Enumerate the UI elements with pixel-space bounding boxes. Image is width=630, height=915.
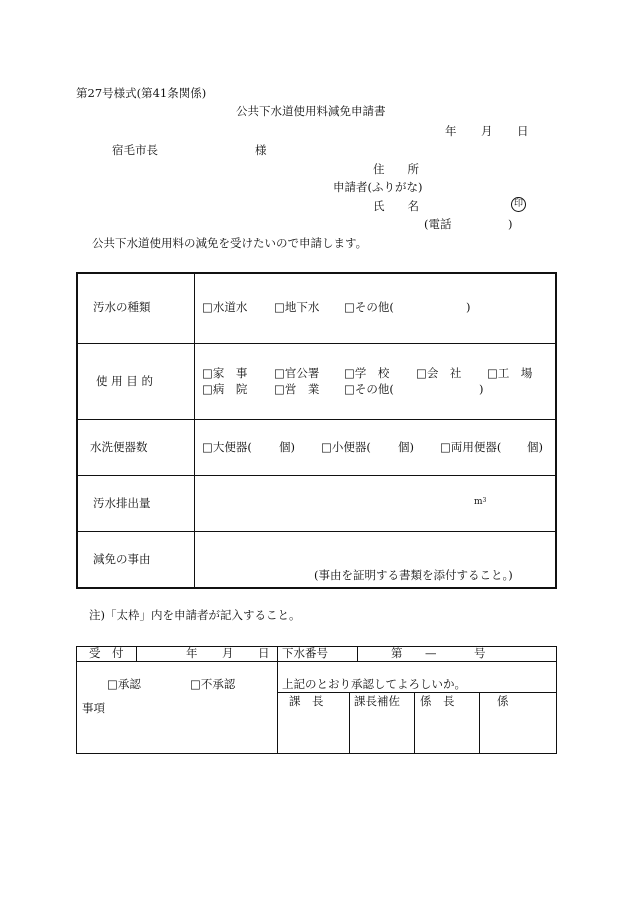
- checkbox-company[interactable]: □会 社: [416, 366, 462, 380]
- form-number: 第27号様式(第41条関係): [76, 86, 207, 100]
- western-toilet-unit: 個): [279, 440, 295, 454]
- role-assistant-chief: 課長補佐: [354, 694, 400, 708]
- other-purpose-close: ): [479, 382, 484, 396]
- main-table-divider: [194, 272, 195, 589]
- number-dash: —: [425, 646, 437, 660]
- row-divider: [76, 531, 557, 532]
- name-label: 氏 名: [373, 199, 419, 213]
- addressee: 宿毛市長: [112, 143, 158, 157]
- received-month: 月: [222, 646, 234, 660]
- number-suffix: 号: [474, 646, 486, 660]
- approval-col-divider: [349, 692, 350, 754]
- approval-row-divider: [76, 661, 557, 662]
- checkbox-business[interactable]: □営 業: [274, 382, 320, 396]
- checkbox-other-purpose[interactable]: □その他(: [344, 382, 394, 396]
- applicant-furigana-label: 申請者(ふりがな): [333, 180, 423, 194]
- checkbox-dual-toilet[interactable]: □両用便器(: [440, 440, 502, 454]
- row-divider: [76, 475, 557, 476]
- volume-unit: $m^3$: [474, 497, 487, 507]
- checkbox-urinal[interactable]: □小便器(: [321, 440, 371, 454]
- purpose-label: 使 用 目 的: [96, 374, 153, 388]
- main-table: [76, 272, 557, 589]
- dual-toilet-unit: 個): [527, 440, 543, 454]
- address-label: 住 所: [373, 162, 419, 176]
- matters-label: 事項: [82, 701, 105, 715]
- checkbox-government-office[interactable]: □官公署: [274, 366, 320, 380]
- checkbox-hospital[interactable]: □病 院: [202, 382, 248, 396]
- applicant-note: 注)「太枠」内を申請者が記入すること。: [89, 608, 301, 622]
- date-year-label: 年: [445, 124, 457, 138]
- received-label: 受 付: [89, 646, 124, 660]
- checkbox-western-toilet[interactable]: □大便器(: [202, 440, 252, 454]
- toilet-count-label: 水洗便器数: [90, 440, 148, 454]
- checkbox-school[interactable]: □学 校: [344, 366, 390, 380]
- approval-col-divider: [136, 646, 137, 661]
- phone-close: ): [508, 217, 513, 231]
- date-day-label: 日: [517, 124, 529, 138]
- intro-text: 公共下水道使用料の減免を受けたいので申請します。: [92, 236, 368, 250]
- received-day: 日: [258, 646, 270, 660]
- role-staff: 係: [497, 694, 509, 708]
- honorific: 様: [255, 143, 267, 157]
- other-water-close: ): [466, 300, 471, 314]
- checkbox-tap-water[interactable]: □水道水: [202, 300, 248, 314]
- approval-col-divider: [414, 692, 415, 754]
- role-subsection-chief: 係 長: [420, 694, 455, 708]
- seal-mark: 印: [511, 197, 526, 212]
- approval-col-divider: [357, 646, 358, 661]
- urinal-unit: 個): [398, 440, 414, 454]
- number-prefix: 第: [391, 646, 403, 660]
- reduction-reason-label: 減免の事由: [93, 552, 151, 566]
- sewer-number-label: 下水番号: [282, 646, 328, 660]
- approval-row-divider: [277, 692, 557, 693]
- received-year: 年: [186, 646, 198, 660]
- checkbox-other-water[interactable]: □その他(: [344, 300, 394, 314]
- form-title: 公共下水道使用料減免申請書: [236, 104, 386, 118]
- date-month-label: 月: [481, 124, 493, 138]
- checkbox-factory[interactable]: □工 場: [487, 366, 533, 380]
- checkbox-disapprove[interactable]: □不承認: [190, 677, 236, 691]
- row-divider: [76, 419, 557, 420]
- approval-col-divider: [479, 692, 480, 754]
- reduction-reason-note: (事由を証明する書類を添付すること。): [314, 568, 513, 582]
- role-section-chief: 課 長: [289, 694, 324, 708]
- approval-statement: 上記のとおり承認してよろしいか。: [282, 677, 466, 691]
- row-divider: [76, 343, 557, 344]
- discharge-volume-label: 汚水排出量: [93, 496, 151, 510]
- checkbox-household[interactable]: □家 事: [202, 366, 248, 380]
- phone-label: (電話: [424, 217, 452, 231]
- approval-col-divider: [277, 646, 278, 754]
- checkbox-groundwater[interactable]: □地下水: [274, 300, 320, 314]
- wastewater-type-label: 汚水の種類: [93, 300, 151, 314]
- checkbox-approve[interactable]: □承認: [107, 677, 141, 691]
